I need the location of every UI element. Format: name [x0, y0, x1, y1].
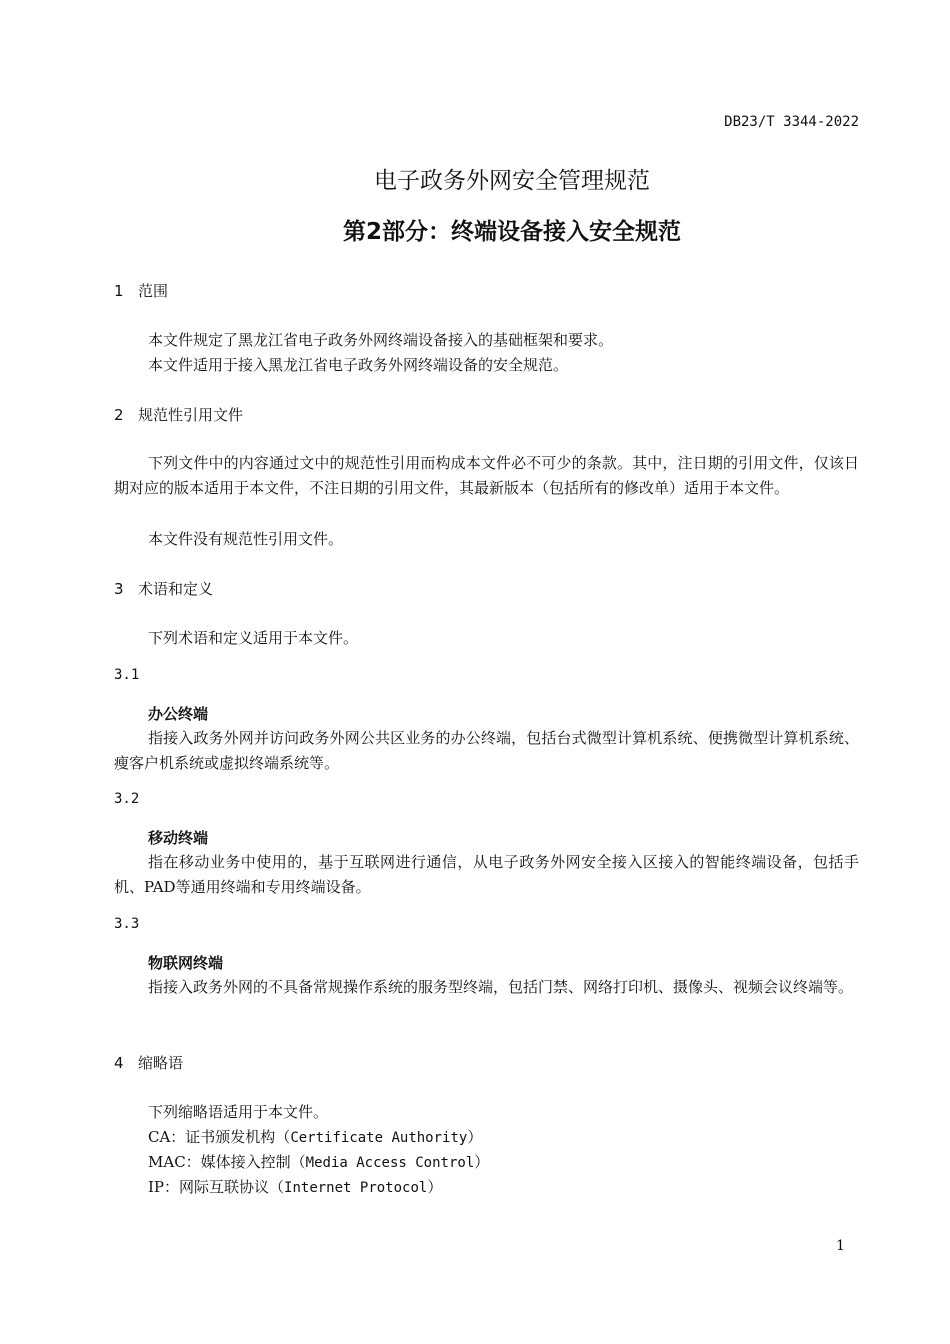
paragraph: 本文件规定了黑龙江省电子政务外网终端设备接入的基础框架和要求。 [148, 331, 614, 349]
term-definition: 指接入政务外网的不具备常规操作系统的服务型终端，包括门禁、网络打印机、摄像头、视频会议终端等。 [148, 978, 854, 996]
abbreviation-label: IP：网际互联协议（ [148, 1178, 285, 1196]
section-heading-3 [114, 578, 213, 599]
section-heading-1 [114, 280, 168, 301]
abbreviation-close: ） [474, 1153, 490, 1171]
term-number: 3.2 [114, 791, 140, 807]
term-number: 3.3 [114, 916, 140, 932]
paragraph: 下列缩略语适用于本文件。 [148, 1103, 329, 1121]
abbreviation-item [148, 1126, 482, 1147]
abbreviation-label: CA：证书颁发机构（ [148, 1128, 291, 1146]
document-title: 电子政务外网安全管理规范 [374, 168, 650, 194]
section-title: 规范性引用文件 [138, 406, 244, 424]
section-number: 1 [114, 282, 124, 300]
section-title: 范围 [138, 282, 169, 300]
paragraph: 下列术语和定义适用于本文件。 [148, 629, 359, 647]
abbreviation-english: Media Access Control [305, 1155, 475, 1171]
term-definition: 指在移动业务中使用的，基于互联网进行通信，从电子政务外网安全接入区接入的智能终端设备，包括手机、PAD等通用终端和专用终端设备。 [114, 853, 859, 896]
section-number: 2 [114, 406, 124, 424]
abbreviation-english: Certificate Authority [290, 1130, 468, 1146]
term-name: 物联网终端 [148, 954, 224, 972]
section-heading-4 [114, 1052, 183, 1073]
term-number: 3.1 [114, 667, 140, 683]
abbreviation-close: ） [427, 1178, 443, 1196]
abbreviation-item [148, 1176, 442, 1197]
page-number: 1 [836, 1238, 845, 1254]
abbreviation-item [148, 1151, 489, 1172]
section-title: 术语和定义 [138, 580, 214, 598]
paragraph: 本文件没有规范性引用文件。 [148, 530, 344, 548]
section-title: 缩略语 [138, 1054, 184, 1072]
abbreviation-label: MAC：媒体接入控制（ [148, 1153, 306, 1171]
abbreviation-english: Internet Protocol [284, 1180, 428, 1196]
abbreviation-close: ） [467, 1128, 483, 1146]
term-definition: 指接入政务外网并访问政务外网公共区业务的办公终端，包括台式微型计算机系统、便携微型计算机系统、瘦客户机系统或虚拟终端系统等。 [114, 729, 859, 772]
term-name: 移动终端 [148, 829, 209, 847]
term-name: 办公终端 [148, 705, 209, 723]
section-heading-2 [114, 404, 243, 425]
section-number: 3 [114, 580, 124, 598]
document-subtitle: 第2部分：终端设备接入安全规范 [342, 219, 681, 245]
paragraph: 本文件适用于接入黑龙江省电子政务外网终端设备的安全规范。 [148, 356, 569, 374]
document-number: DB23/T 3344-2022 [724, 114, 859, 130]
paragraph: 下列文件中的内容通过文中的规范性引用而构成本文件必不可少的条款。其中，注日期的引用文件，仅该日期对应的版本适用于本文件，不注日期的引用文件，其最新版本（包括所有的修改单）适用于本文件。 [114, 454, 859, 497]
section-number: 4 [114, 1054, 124, 1072]
